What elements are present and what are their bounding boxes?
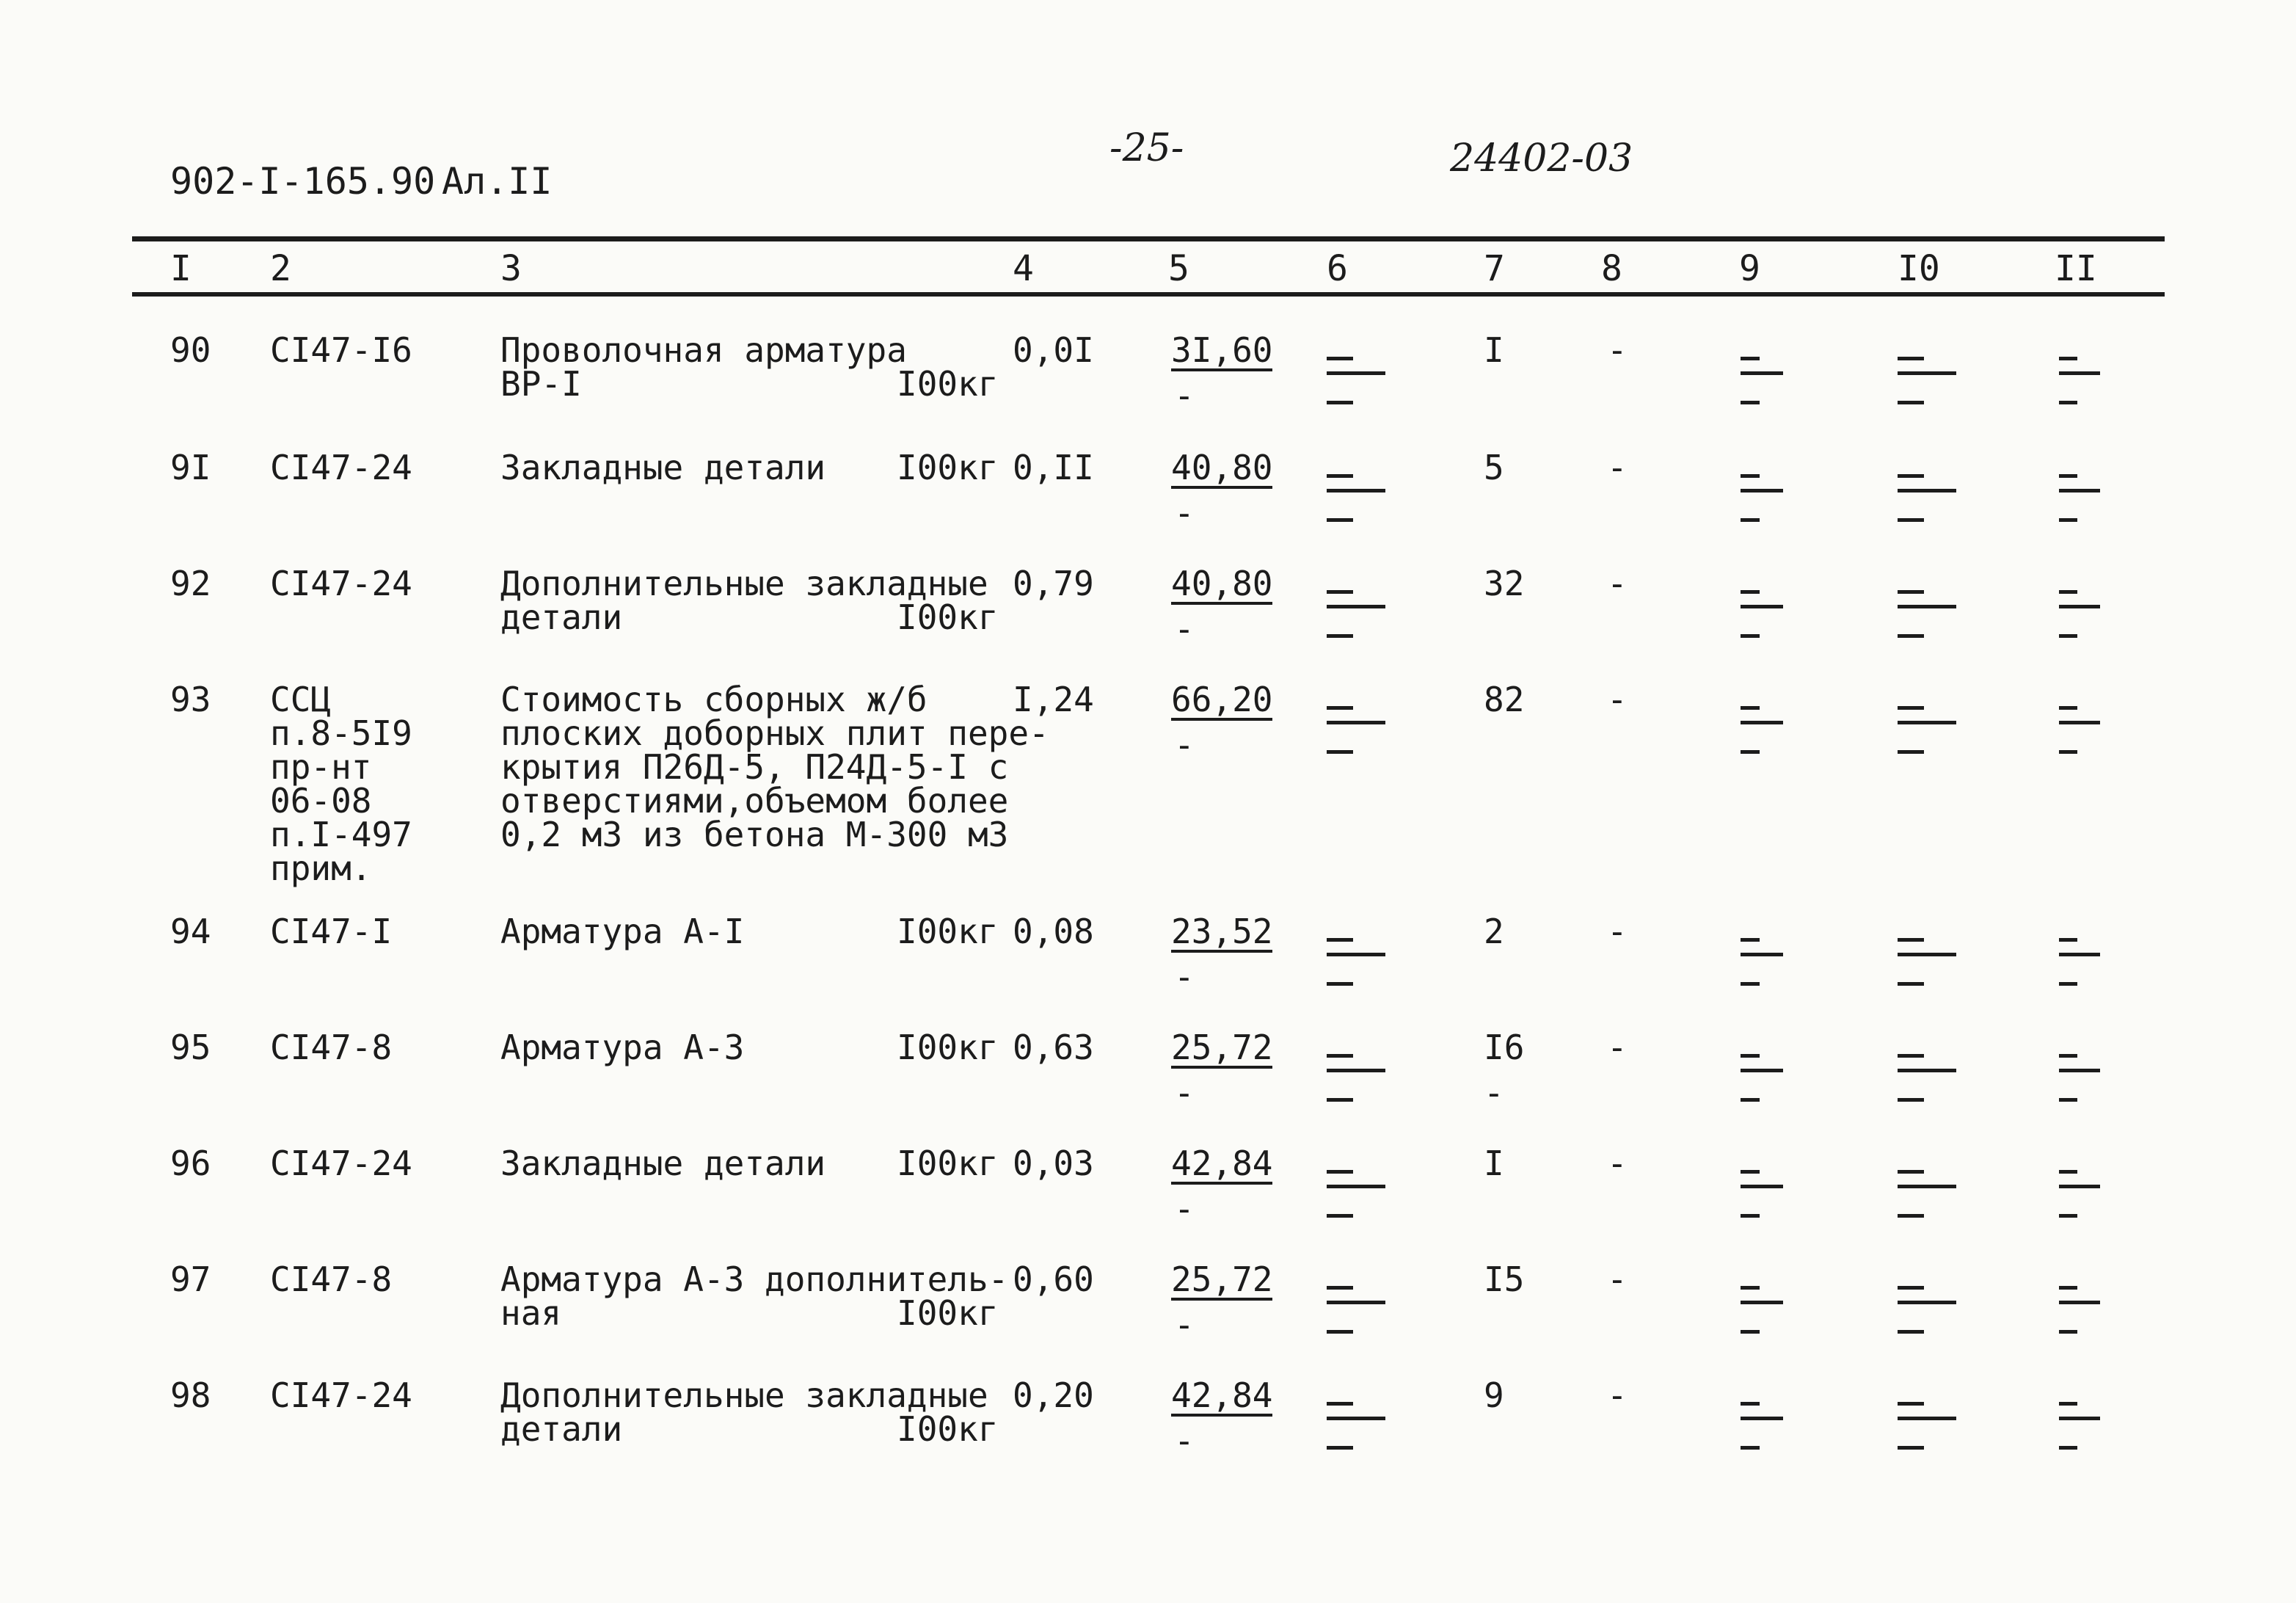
column-number: 7 (1484, 248, 1505, 289)
col7-denominator-dash: - (1484, 1073, 1504, 1113)
price-denominator-dash: - (1174, 957, 1195, 997)
fraction-bar (1898, 1417, 1956, 1420)
fraction-bar (1898, 605, 1956, 608)
fraction-top-dash (1898, 1286, 1924, 1290)
fraction-bar (2059, 371, 2100, 375)
fraction-bar (1741, 1069, 1783, 1072)
item-description: ВР-I (500, 364, 582, 404)
fraction-top-dash (2059, 1054, 2077, 1058)
unit: I00кг (897, 912, 999, 951)
item-description: Арматура А-3 (500, 1028, 745, 1067)
item-description: Проволочная арматура (500, 330, 907, 370)
fraction-bottom-dash (2059, 518, 2077, 522)
fraction-top-dash (2059, 1286, 2077, 1290)
fraction-top-dash (1327, 1054, 1353, 1058)
item-description: плоских доборных плит пере- (500, 713, 1049, 753)
col8-dash: - (1607, 330, 1628, 370)
rate-code: 06-08 (270, 781, 372, 821)
unit-price: 3I,60 (1171, 330, 1273, 370)
fraction-bar (2059, 489, 2100, 492)
fraction-bottom-dash (1327, 982, 1353, 986)
fraction-top-dash (1741, 474, 1760, 478)
fraction-bar (1741, 1417, 1783, 1420)
rate-code: п.8-5I9 (270, 713, 412, 753)
rate-code: CI47-I (270, 912, 393, 951)
handwritten-code: 24402-03 (1450, 137, 1633, 181)
quantity: 0,60 (1013, 1260, 1094, 1299)
fraction-bottom-dash (1741, 1214, 1760, 1218)
fraction-top-dash (1898, 938, 1924, 942)
item-description: крытия П26Д-5, П24Д-5-I с (500, 747, 1009, 787)
row-number: 98 (170, 1375, 211, 1415)
fraction-bottom-dash (1741, 634, 1760, 638)
fraction-top-dash (1741, 706, 1760, 710)
fraction-bar (1898, 371, 1956, 375)
fraction-top-dash (2059, 474, 2077, 478)
fraction-bar (1898, 489, 1956, 492)
fraction-bottom-dash (1741, 401, 1760, 404)
fraction-bar (2059, 1301, 2100, 1304)
fraction-top-dash (2059, 357, 2077, 360)
unit-price: 25,72 (1171, 1260, 1273, 1299)
item-description: Закладные детали (500, 448, 826, 487)
quantity: 0,03 (1013, 1144, 1094, 1183)
fraction-bottom-dash (1741, 1098, 1760, 1102)
fraction-bottom-dash (1898, 1446, 1924, 1450)
item-description: Стоимость сборных ж/б (500, 680, 927, 719)
fraction-bottom-dash (2059, 1330, 2077, 1334)
row-number: 9I (170, 448, 211, 487)
unit-price: 40,80 (1171, 564, 1273, 603)
fraction-bar (1898, 721, 1956, 724)
rate-code: п.I-497 (270, 815, 412, 854)
column-number: I0 (1898, 248, 1940, 289)
fraction-top-dash (1741, 938, 1760, 942)
fraction-top-dash (1898, 1402, 1924, 1406)
fraction-bottom-dash (1327, 518, 1353, 522)
fraction-top-dash (1898, 590, 1924, 594)
rate-code: CI47-I6 (270, 330, 412, 370)
rate-code: CI47-24 (270, 564, 412, 603)
item-description: детали (500, 1409, 623, 1449)
rate-code: CI47-24 (270, 448, 412, 487)
fraction-bar (2059, 1417, 2100, 1420)
fraction-bar (1741, 371, 1783, 375)
fraction-bar (1327, 1185, 1385, 1188)
fraction-bottom-dash (1898, 1330, 1924, 1334)
rate-code: CI47-24 (270, 1375, 412, 1415)
item-description: Арматура А-3 дополнитель- (500, 1260, 1009, 1299)
fraction-bar (2059, 721, 2100, 724)
fraction-bottom-dash (1898, 750, 1924, 754)
column-number: 4 (1013, 248, 1034, 289)
fraction-bottom-dash (2059, 982, 2077, 986)
fraction-bottom-dash (1327, 1214, 1353, 1218)
fraction-bar (2059, 1185, 2100, 1188)
row-number: 93 (170, 680, 211, 719)
fraction-top-dash (1327, 1170, 1353, 1174)
unit: I00кг (897, 1293, 999, 1333)
fraction-top-dash (1741, 1054, 1760, 1058)
fraction-bottom-dash (1327, 634, 1353, 638)
header-bottom-rule (132, 292, 2165, 297)
fraction-bar (1327, 371, 1385, 375)
quantity: 0,79 (1013, 564, 1094, 603)
fraction-bar (1741, 1185, 1783, 1188)
fraction-bar (1327, 489, 1385, 492)
fraction-bar (1898, 1301, 1956, 1304)
column-number: 6 (1327, 248, 1348, 289)
fraction-bar (2059, 605, 2100, 608)
fraction-top-dash (2059, 1170, 2077, 1174)
quantity: 0,0I (1013, 330, 1094, 370)
fraction-top-dash (1741, 590, 1760, 594)
col7-value: I (1484, 1144, 1504, 1183)
col7-value: 2 (1484, 912, 1504, 951)
unit-price: 42,84 (1171, 1144, 1273, 1183)
fraction-top-dash (1327, 357, 1353, 360)
row-number: 94 (170, 912, 211, 951)
fraction-bar (1327, 1417, 1385, 1420)
fraction-bottom-dash (1898, 518, 1924, 522)
col8-dash: - (1607, 1144, 1628, 1183)
col7-value: 5 (1484, 448, 1504, 487)
fraction-bottom-dash (1898, 1214, 1924, 1218)
fraction-bottom-dash (1327, 1446, 1353, 1450)
fraction-bottom-dash (1327, 750, 1353, 754)
col7-value: I (1484, 330, 1504, 370)
fraction-top-dash (1327, 938, 1353, 942)
fraction-bottom-dash (1898, 634, 1924, 638)
unit-price: 42,84 (1171, 1375, 1273, 1415)
fraction-bar (1741, 953, 1783, 956)
fraction-bottom-dash (2059, 1446, 2077, 1450)
col8-dash: - (1607, 564, 1628, 603)
fraction-top-dash (2059, 590, 2077, 594)
rate-code: прим. (270, 848, 372, 888)
col8-dash: - (1607, 1375, 1628, 1415)
fraction-top-dash (1327, 706, 1353, 710)
item-description: детали (500, 597, 623, 637)
column-number: 3 (500, 248, 522, 289)
col7-value: 82 (1484, 680, 1525, 719)
column-number: 9 (1739, 248, 1760, 289)
fraction-bar (1898, 953, 1956, 956)
price-denominator-dash: - (1174, 609, 1195, 649)
price-denominator-dash: - (1174, 493, 1195, 533)
fraction-bottom-dash (1898, 401, 1924, 404)
fraction-top-dash (1741, 1170, 1760, 1174)
fraction-bottom-dash (1898, 982, 1924, 986)
row-number: 92 (170, 564, 211, 603)
fraction-bottom-dash (1741, 982, 1760, 986)
fraction-top-dash (2059, 1402, 2077, 1406)
item-description: Арматура А-I (500, 912, 745, 951)
fraction-top-dash (1898, 706, 1924, 710)
fraction-bar (1327, 1069, 1385, 1072)
page-number: -25- (1109, 126, 1184, 170)
column-number: 5 (1168, 248, 1189, 289)
fraction-top-dash (1898, 474, 1924, 478)
row-number: 97 (170, 1260, 211, 1299)
row-number: 95 (170, 1028, 211, 1067)
fraction-top-dash (1898, 1054, 1924, 1058)
item-description: отверстиями,объемом более (500, 781, 1009, 821)
item-description: Закладные детали (500, 1144, 826, 1183)
fraction-bar (2059, 1069, 2100, 1072)
item-description: Дополнительные закладные (500, 564, 988, 603)
fraction-bar (1327, 1301, 1385, 1304)
col7-value: 9 (1484, 1375, 1504, 1415)
unit: I00кг (897, 597, 999, 637)
fraction-bar (1327, 953, 1385, 956)
fraction-bar (1327, 721, 1385, 724)
rate-code: CI47-8 (270, 1260, 393, 1299)
column-number: 2 (270, 248, 291, 289)
album-number: Ал.II (442, 160, 553, 203)
quantity: I,24 (1013, 680, 1094, 719)
fraction-bar (1741, 605, 1783, 608)
col8-dash: - (1607, 448, 1628, 487)
top-rule (132, 236, 2165, 241)
price-denominator-dash: - (1174, 725, 1195, 765)
fraction-bottom-dash (2059, 634, 2077, 638)
fraction-bottom-dash (1327, 1098, 1353, 1102)
fraction-bar (1898, 1069, 1956, 1072)
rate-code: ССЦ (270, 680, 332, 719)
fraction-top-dash (1327, 474, 1353, 478)
unit: I00кг (897, 1144, 999, 1183)
fraction-top-dash (1741, 1402, 1760, 1406)
row-number: 90 (170, 330, 211, 370)
fraction-bar (2059, 953, 2100, 956)
fraction-top-dash (1327, 590, 1353, 594)
fraction-bottom-dash (2059, 1214, 2077, 1218)
fraction-bottom-dash (1741, 750, 1760, 754)
col7-value: I6 (1484, 1028, 1525, 1067)
price-denominator-dash: - (1174, 1073, 1195, 1113)
fraction-bar (1741, 721, 1783, 724)
price-denominator-dash: - (1174, 376, 1195, 415)
unit: I00кг (897, 364, 999, 404)
unit: I00кг (897, 1409, 999, 1449)
col8-dash: - (1607, 1260, 1628, 1299)
fraction-top-dash (2059, 706, 2077, 710)
fraction-top-dash (1898, 357, 1924, 360)
fraction-bottom-dash (2059, 401, 2077, 404)
fraction-bottom-dash (1741, 518, 1760, 522)
quantity: 0,08 (1013, 912, 1094, 951)
fraction-bottom-dash (1327, 1330, 1353, 1334)
fraction-top-dash (1741, 357, 1760, 360)
fraction-bar (1327, 605, 1385, 608)
rate-code: CI47-24 (270, 1144, 412, 1183)
fraction-bottom-dash (1898, 1098, 1924, 1102)
col8-dash: - (1607, 1028, 1628, 1067)
item-description: ная (500, 1293, 562, 1333)
fraction-bottom-dash (2059, 750, 2077, 754)
fraction-bottom-dash (1327, 401, 1353, 404)
row-number: 96 (170, 1144, 211, 1183)
col7-value: 32 (1484, 564, 1525, 603)
fraction-top-dash (1741, 1286, 1760, 1290)
rate-code: CI47-8 (270, 1028, 393, 1067)
unit: I00кг (897, 1028, 999, 1067)
fraction-bottom-dash (2059, 1098, 2077, 1102)
doc-code: 902-I-165.90 (170, 160, 436, 203)
fraction-bar (1741, 1301, 1783, 1304)
item-description: 0,2 м3 из бетона М-300 м3 (500, 815, 1009, 854)
fraction-bar (1741, 489, 1783, 492)
fraction-top-dash (1327, 1402, 1353, 1406)
fraction-top-dash (1898, 1170, 1924, 1174)
unit-price: 23,52 (1171, 912, 1273, 951)
column-number: I (170, 248, 192, 289)
fraction-bottom-dash (1741, 1446, 1760, 1450)
price-denominator-dash: - (1174, 1421, 1195, 1461)
item-description: Дополнительные закладные (500, 1375, 988, 1415)
col8-dash: - (1607, 912, 1628, 951)
quantity: 0,20 (1013, 1375, 1094, 1415)
col7-value: I5 (1484, 1260, 1525, 1299)
fraction-top-dash (2059, 938, 2077, 942)
price-denominator-dash: - (1174, 1305, 1195, 1345)
quantity: 0,63 (1013, 1028, 1094, 1067)
fraction-bottom-dash (1741, 1330, 1760, 1334)
fraction-bar (1898, 1185, 1956, 1188)
unit: I00кг (897, 448, 999, 487)
quantity: 0,II (1013, 448, 1094, 487)
column-number: II (2055, 248, 2097, 289)
fraction-top-dash (1327, 1286, 1353, 1290)
column-number: 8 (1601, 248, 1622, 289)
unit-price: 40,80 (1171, 448, 1273, 487)
col8-dash: - (1607, 680, 1628, 719)
unit-price: 66,20 (1171, 680, 1273, 719)
rate-code: пр-нт (270, 747, 372, 787)
price-denominator-dash: - (1174, 1189, 1195, 1229)
unit-price: 25,72 (1171, 1028, 1273, 1067)
